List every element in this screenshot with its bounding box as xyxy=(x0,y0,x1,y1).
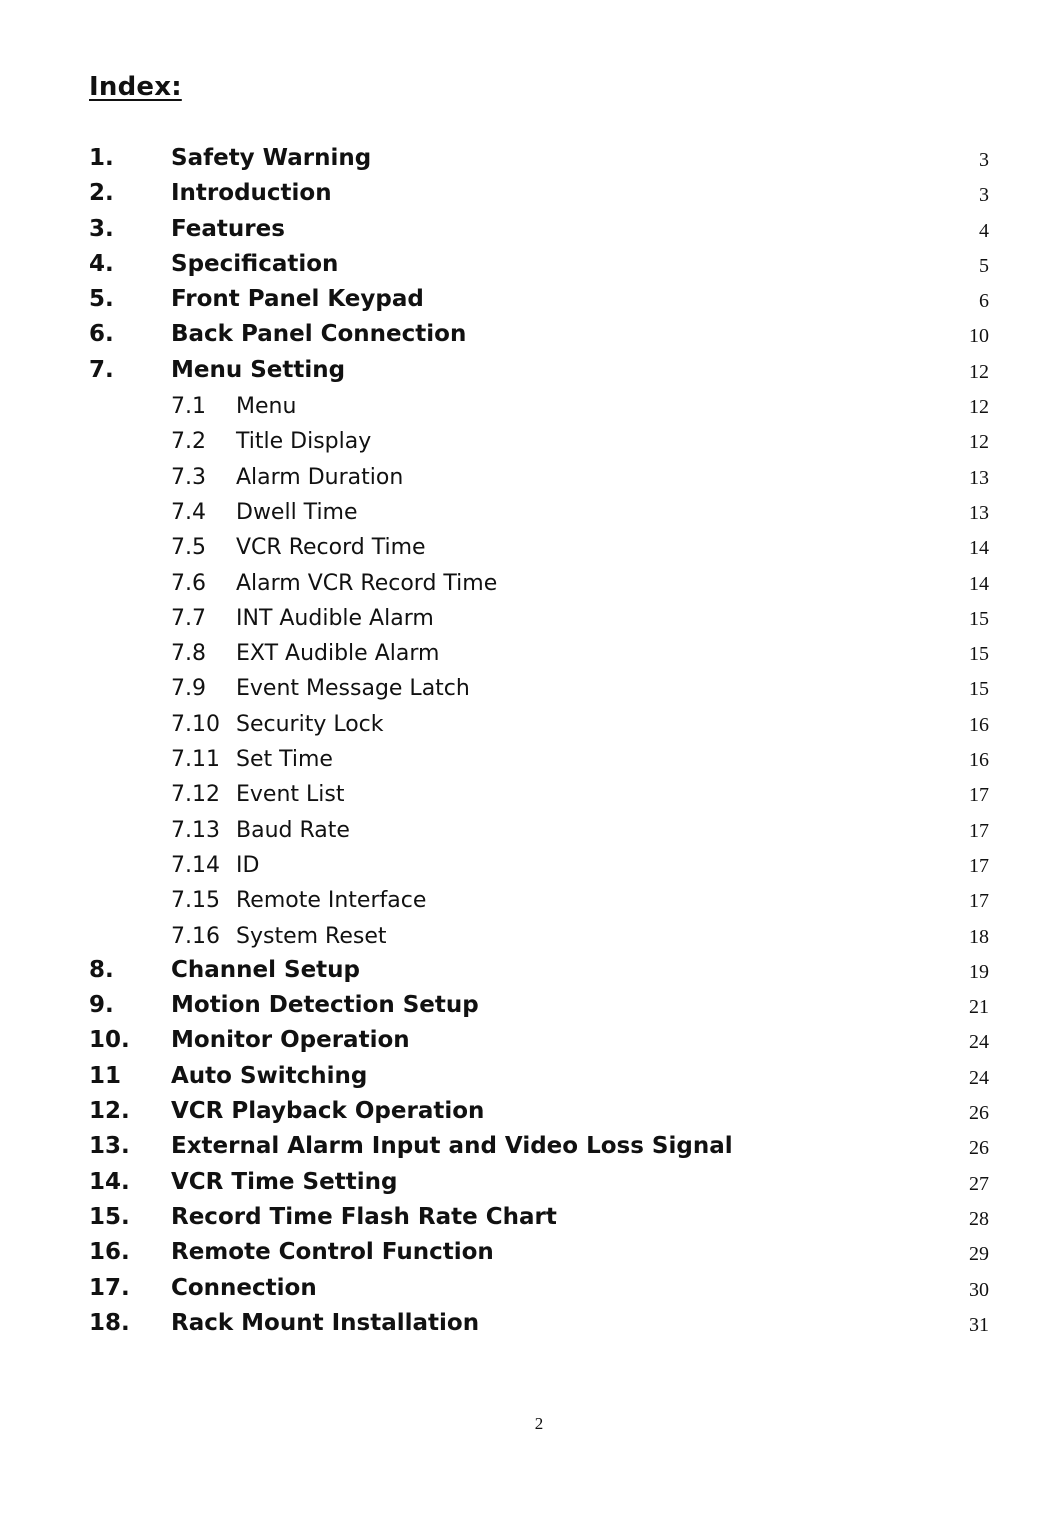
toc-entry-number: 7.10 xyxy=(171,711,220,737)
toc-entry-label: VCR Record Time xyxy=(236,535,426,561)
toc-entry-label: Features xyxy=(171,215,285,242)
toc-entry-label: Event Message Latch xyxy=(236,676,470,702)
toc-entry-number: 3. xyxy=(89,215,114,242)
toc-section-row[interactable] xyxy=(0,249,1048,284)
toc-entry-page-number: 12 xyxy=(969,431,989,454)
toc-entry-label: Remote Interface xyxy=(236,888,427,914)
toc-entry-number: 15. xyxy=(89,1203,130,1230)
toc-entry-label: External Alarm Input and Video Loss Signal xyxy=(171,1133,733,1160)
toc-subsection-row[interactable] xyxy=(0,496,1048,531)
toc-entry-number: 7.13 xyxy=(171,817,220,843)
toc-entry-page-number: 15 xyxy=(969,678,989,701)
toc-subsection-row[interactable] xyxy=(0,567,1048,602)
toc-section-row[interactable] xyxy=(0,955,1048,990)
toc-entry-number: 7.1 xyxy=(171,394,206,420)
toc-section-row[interactable] xyxy=(0,178,1048,213)
toc-section-row[interactable] xyxy=(0,1025,1048,1060)
toc-section-row[interactable] xyxy=(0,1096,1048,1131)
toc-entry-label: EXT Audible Alarm xyxy=(236,641,440,667)
toc-section-row[interactable] xyxy=(0,1202,1048,1237)
toc-entry-number: 11 xyxy=(89,1062,122,1089)
toc-entry-number: 1. xyxy=(89,145,114,171)
toc-section-row[interactable] xyxy=(0,143,1048,178)
toc-entry-number: 7. xyxy=(89,356,114,383)
toc-entry-label: Remote Control Function xyxy=(171,1239,494,1266)
toc-subsection-row[interactable] xyxy=(0,637,1048,672)
toc-entry-page-number: 3 xyxy=(979,149,989,171)
toc-subsection-row[interactable] xyxy=(0,602,1048,637)
toc-entry-label: VCR Time Setting xyxy=(171,1168,398,1195)
toc-entry-number: 7.2 xyxy=(171,429,206,455)
toc-section-row[interactable] xyxy=(0,1167,1048,1202)
toc-entry-label: Rack Mount Installation xyxy=(171,1309,480,1336)
toc-section-row[interactable] xyxy=(0,319,1048,354)
toc-entry-number: 2. xyxy=(89,180,114,207)
toc-subsection-row[interactable] xyxy=(0,531,1048,566)
toc-entry-number: 7.6 xyxy=(171,570,206,596)
toc-entry-label: Alarm Duration xyxy=(236,464,404,490)
toc-entry-label: Set Time xyxy=(236,747,333,773)
toc-section-row[interactable] xyxy=(0,990,1048,1025)
toc-entry-label: Dwell Time xyxy=(236,499,358,525)
toc-entry-page-number: 12 xyxy=(969,396,989,419)
toc-subsection-row[interactable] xyxy=(0,849,1048,884)
page-title: Index: xyxy=(89,72,182,102)
toc-entry-page-number: 16 xyxy=(969,749,989,772)
toc-entry-label: INT Audible Alarm xyxy=(236,605,434,631)
toc-entry-label: VCR Playback Operation xyxy=(171,1098,485,1125)
toc-section-row[interactable] xyxy=(0,1237,1048,1272)
toc-entry-number: 7.14 xyxy=(171,852,220,878)
toc-entry-label: Safety Warning xyxy=(171,145,372,171)
toc-entry-number: 7.7 xyxy=(171,605,206,631)
toc-entry-page-number: 19 xyxy=(969,960,989,983)
toc-entry-label: Menu Setting xyxy=(171,356,346,383)
toc-entry-page-number: 29 xyxy=(969,1243,989,1266)
toc-entry-page-number: 30 xyxy=(969,1278,989,1301)
toc-entry-page-number: 21 xyxy=(969,996,989,1019)
toc-entry-page-number: 4 xyxy=(979,219,989,242)
toc-entry-label: Specification xyxy=(171,250,339,277)
toc-entry-number: 7.4 xyxy=(171,499,206,525)
toc-entry-number: 7.8 xyxy=(171,641,206,667)
toc-entry-label: Connection xyxy=(171,1274,317,1301)
toc-entry-page-number: 17 xyxy=(969,890,989,913)
toc-section-row[interactable] xyxy=(0,1273,1048,1308)
toc-entry-page-number: 16 xyxy=(969,713,989,736)
toc-entry-label: ID xyxy=(236,852,260,878)
toc-entry-number: 7.5 xyxy=(171,535,206,561)
toc-entry-number: 4. xyxy=(89,250,114,277)
toc-entry-page-number: 15 xyxy=(969,643,989,666)
toc-subsection-row[interactable] xyxy=(0,461,1048,496)
toc-subsection-row[interactable] xyxy=(0,672,1048,707)
toc-subsection-row[interactable] xyxy=(0,390,1048,425)
toc-entry-page-number: 26 xyxy=(969,1102,989,1125)
toc-entry-label: Alarm VCR Record Time xyxy=(236,570,498,596)
toc-entry-number: 7.16 xyxy=(171,923,220,949)
footer-page-number: 2 xyxy=(534,1414,544,1433)
toc-entry-page-number: 3 xyxy=(979,184,989,207)
toc-entry-label: Motion Detection Setup xyxy=(171,992,479,1019)
toc-entry-page-number: 13 xyxy=(969,501,989,524)
toc-entry-label: Channel Setup xyxy=(171,956,361,983)
toc-subsection-row[interactable] xyxy=(0,425,1048,460)
toc-section-row[interactable] xyxy=(0,1131,1048,1166)
toc-section-row[interactable] xyxy=(0,214,1048,249)
toc-section-row[interactable] xyxy=(0,1061,1048,1096)
toc-entry-number: 7.11 xyxy=(171,747,220,773)
toc-entry-number: 9. xyxy=(89,992,114,1019)
toc-subsection-row[interactable] xyxy=(0,778,1048,813)
toc-entry-number: 7.15 xyxy=(171,888,220,914)
toc-subsection-row[interactable] xyxy=(0,884,1048,919)
toc-entry-number: 7.9 xyxy=(171,676,206,702)
toc-entry-page-number: 31 xyxy=(969,1313,989,1336)
toc-entry-label: Title Display xyxy=(236,429,372,455)
toc-entry-number: 8. xyxy=(89,956,114,983)
toc-entry-page-number: 24 xyxy=(969,1066,989,1089)
toc-subsection-row[interactable] xyxy=(0,708,1048,743)
toc-subsection-row[interactable] xyxy=(0,920,1048,955)
toc-entry-page-number: 12 xyxy=(969,360,989,383)
toc-section-row[interactable] xyxy=(0,284,1048,319)
toc-entry-number: 17. xyxy=(89,1274,130,1301)
toc-entry-number: 5. xyxy=(89,286,114,313)
toc-entry-label: Event List xyxy=(236,782,345,808)
toc-entry-label: System Reset xyxy=(236,923,387,949)
toc-entry-page-number: 17 xyxy=(969,784,989,807)
toc-entry-label: Front Panel Keypad xyxy=(171,286,424,313)
toc-entry-page-number: 13 xyxy=(969,466,989,489)
toc-subsection-row[interactable] xyxy=(0,743,1048,778)
toc-entry-page-number: 15 xyxy=(969,607,989,630)
toc-entry-label: Security Lock xyxy=(236,711,384,737)
toc-entry-label: Record Time Flash Rate Chart xyxy=(171,1203,557,1230)
toc-entry-page-number: 27 xyxy=(969,1172,989,1195)
toc-entry-number: 6. xyxy=(89,321,114,348)
toc-entry-page-number: 26 xyxy=(969,1137,989,1160)
toc-entry-page-number: 14 xyxy=(969,537,989,560)
toc-section-row[interactable] xyxy=(0,1308,1048,1343)
toc-entry-page-number: 17 xyxy=(969,854,989,877)
toc-entry-page-number: 17 xyxy=(969,819,989,842)
toc-entry-label: Introduction xyxy=(171,180,332,207)
toc-entry-label: Auto Switching xyxy=(171,1062,368,1089)
toc-entry-label: Menu xyxy=(236,394,297,420)
toc-entry-page-number: 10 xyxy=(969,325,989,348)
table-of-contents xyxy=(0,143,1048,1343)
toc-entry-page-number: 6 xyxy=(979,290,989,313)
toc-entry-label: Baud Rate xyxy=(236,817,350,843)
toc-entry-page-number: 24 xyxy=(969,1031,989,1054)
toc-entry-label: Back Panel Connection xyxy=(171,321,467,348)
toc-entry-number: 14. xyxy=(89,1168,130,1195)
toc-entry-number: 16. xyxy=(89,1239,130,1266)
toc-entry-number: 12. xyxy=(89,1098,130,1125)
toc-entry-number: 7.12 xyxy=(171,782,220,808)
toc-entry-number: 10. xyxy=(89,1027,130,1054)
toc-entry-number: 7.3 xyxy=(171,464,206,490)
toc-subsection-row[interactable] xyxy=(0,814,1048,849)
toc-entry-page-number: 14 xyxy=(969,572,989,595)
toc-entry-page-number: 18 xyxy=(969,925,989,948)
toc-entry-label: Monitor Operation xyxy=(171,1027,410,1054)
toc-section-row[interactable] xyxy=(0,355,1048,390)
toc-entry-page-number: 28 xyxy=(969,1207,989,1230)
toc-entry-number: 18. xyxy=(89,1309,130,1336)
toc-entry-number: 13. xyxy=(89,1133,130,1160)
toc-entry-page-number: 5 xyxy=(979,254,989,277)
